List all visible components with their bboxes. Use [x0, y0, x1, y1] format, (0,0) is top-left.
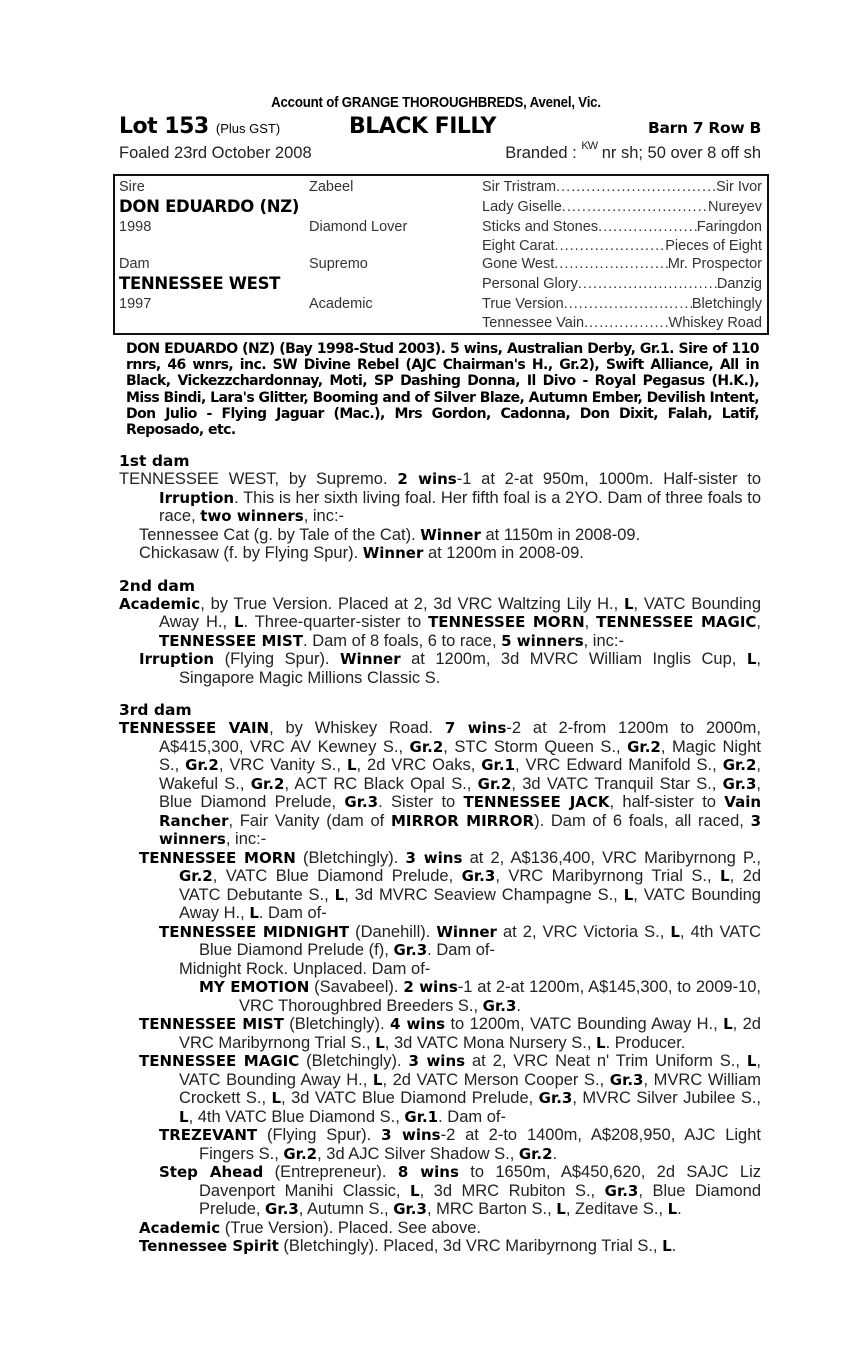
progeny-entry: MY EMOTION (Savabeel). 2 wins-1 at 2-at 1200m, A$145,300, to 2009-10, VRC Thoroughbred Breeders S., Gr.3. — [199, 978, 762, 1015]
dam-paragraph: Academic, by True Version. Placed at 2, 3d VRC Waltzing Lily H., L, VATC Bounding Away H., L. Three-quarter-sister to TENNESSEE MORN, TENNESSEE MAGIC, TENNESSEE MIST. Dam of 8 foals, 6 to race, 5 winners, inc:- — [119, 594, 762, 650]
branded-info — [505, 140, 761, 163]
dam-dam: Academic — [309, 296, 373, 312]
grandparent-row: Personal Glory ..... Danzig — [482, 276, 762, 292]
grandparent-row: Sticks and Stones ..... Faringdon — [482, 219, 762, 235]
sire-label: Sire — [119, 179, 145, 195]
third-dam-section — [113, 701, 769, 1256]
progeny-entry: TREZEVANT (Flying Spur). 3 wins-2 at 2-to 1400m, A$208,950, AJC Light Fingers S., Gr.2, 3d AJC Silver Shadow S., Gr.2. — [159, 1126, 761, 1163]
grandparent-row: True Version ..... Bletchingly — [482, 296, 762, 312]
section-heading: 1st dam — [119, 452, 190, 471]
progeny-entry: TENNESSEE MIDNIGHT (Danehill). Winner at 2, VRC Victoria S., L, 4th VATC Blue Diamond Prelude (f), Gr.3. Dam of- — [159, 922, 762, 960]
sire-year: 1998 — [119, 219, 152, 235]
branded-label: Branded : — [505, 144, 577, 162]
gst-note: (Plus GST) — [215, 121, 281, 136]
dam-name: TENNESSEE WEST — [119, 274, 281, 293]
progeny-entry: Midnight Rock. Unplaced. Dam of- — [179, 959, 431, 978]
dam-year: 1997 — [119, 296, 152, 312]
lot-label: Lot 153 — [119, 114, 209, 139]
brand-mark-icon: KW — [581, 140, 598, 152]
vendor-account: Account of GRANGE THOROUGHBREDS, Avenel, Vic. — [271, 94, 601, 111]
section-heading: 3rd dam — [119, 701, 192, 720]
dam-paragraph: TENNESSEE VAIN, by Whiskey Road. 7 wins-2 at 2-from 1200m to 2000m, A$415,300, VRC AV Kewney S., Gr.2, STC Storm Queen S., Gr.2, Magic Night S., Gr.2, VRC Vanity S., L, 2d VRC Oaks, Gr.1, VRC Edward Manifold S., Gr.2, Wakeful S., Gr.2, ACT RC Black Opal S., Gr.2, 3d VATC Tranquil Star S., Gr.3, Blue Diamond Prelude, Gr.3. Sister to TENNESSEE JACK, half-sister to Vain Rancher, Fair Vanity (dam of MIRROR MIRROR). Dam of 6 foals, all raced, 3 winners, inc:- — [119, 719, 762, 849]
progeny-entry: TENNESSEE MORN (Bletchingly). 3 wins at 2, A$136,400, VRC Maribyrnong P., Gr.2, VATC Blue Diamond Prelude, Gr.3, VRC Maribyrnong Trial S., L, 2d VATC Debutante S., L, 3d MVRC Seaview Champagne S., L, VATC Bounding Away H., L. Dam of- — [139, 848, 762, 923]
grandparent-row: Gone West ..... Mr. Prospector — [482, 256, 762, 272]
progeny-entry: Tennessee Cat (g. by Tale of the Cat). Winner at 1150m in 2008-09. — [139, 525, 641, 544]
sire-summary: DON EDUARDO (NZ) (Bay 1998-Stud 2003). 5 wins, Australian Derby, Gr.1. Sire of 110 rnrs, 46 wnrs, inc. SW Divine Rebel (AJC Chairman's H., Gr.2), Swift Alliance, All in Black, Vickezzchardonnay, Moti, SP Dashing Donna, Il Divo - Royal Pegasus (H.K.), Miss Bindi, Lara's Glitter, Booming and of Silver Blaze, Autumn Ember, Devilish Intent, Don Julio - Flying Jaguar (Mac.), Mrs Gordon, Cadonna, Don Dixit, Falah, Latif, Reposado, etc. — [126, 341, 759, 439]
lot-number — [119, 114, 280, 139]
grandparent-row: Tennessee Vain ..... Whiskey Road — [482, 315, 762, 331]
foaled-date: Foaled 23rd October 2008 — [119, 144, 312, 162]
dam-sire: Supremo — [309, 256, 368, 272]
second-dam-section — [113, 577, 769, 688]
horse-description: BLACK FILLY — [349, 114, 496, 139]
dam-paragraph: TENNESSEE WEST, by Supremo. 2 wins-1 at 2-at 950m, 1000m. Half-sister to Irruption. This is her sixth living foal. Her fifth foal is a 2YO. Dam of three foals to race, two winners, inc:- — [119, 470, 762, 526]
grandparent-row: Sir Tristram ..... Sir Ivor — [482, 179, 762, 195]
sire-dam: Diamond Lover — [309, 219, 408, 235]
progeny-entry: Irruption (Flying Spur). Winner at 1200m, 3d MVRC William Inglis Cup, L, Singapore Magic Millions Classic S. — [139, 650, 761, 687]
progeny-entry: TENNESSEE MAGIC (Bletchingly). 3 wins at 2, VRC Neat n' Trim Uniform S., L, VATC Bounding Away H., L, 2d VATC Merson Cooper S., Gr.3, MVRC William Crockett S., L, 3d VATC Blue Diamond Prelude, Gr.3, MVRC Silver Jubilee S., L, 4th VATC Blue Diamond S., Gr.1. Dam of- — [139, 1052, 761, 1126]
sire-sire: Zabeel — [309, 179, 354, 195]
catalogue-page — [113, 94, 769, 1256]
lot-header — [113, 112, 769, 142]
barn-location: Barn 7 Row B — [647, 119, 761, 137]
grandparent-row: Lady Giselle ..... Nureyev — [482, 199, 762, 215]
grandparent-row: Eight Carat ..... Pieces of Eight — [482, 238, 762, 254]
section-heading: 2nd dam — [119, 576, 196, 595]
progeny-entry: Academic (True Version). Placed. See above. — [139, 1218, 481, 1237]
first-dam-section — [113, 452, 769, 563]
progeny-entry: TENNESSEE MIST (Bletchingly). 4 wins to 1200m, VATC Bounding Away H., L, 2d VRC Maribyrnong Trial S., L, 3d VATC Mona Nursery S., L. Producer. — [139, 1015, 761, 1052]
dam-label: Dam — [119, 256, 150, 272]
branded-detail: nr sh; 50 over 8 off sh — [601, 144, 761, 162]
progeny-entry: Chickasaw (f. by Flying Spur). Winner at 1200m in 2008-09. — [139, 544, 584, 563]
progeny-entry: Step Ahead (Entrepreneur). 8 wins to 1650m, A$450,620, 2d SAJC Liz Davenport Manihi Classic, L, 3d MRC Rubiton S., Gr.3, Blue Diamond Prelude, Gr.3, Autumn S., Gr.3, MRC Barton S., L, Zeditave S., L. — [159, 1163, 762, 1219]
pedigree-table — [113, 174, 769, 335]
progeny-entry: Tennessee Spirit (Bletchingly). Placed, 3d VRC Maribyrnong Trial S., L. — [139, 1237, 677, 1256]
sire-name: DON EDUARDO (NZ) — [119, 197, 300, 216]
foal-info-row — [113, 142, 769, 172]
